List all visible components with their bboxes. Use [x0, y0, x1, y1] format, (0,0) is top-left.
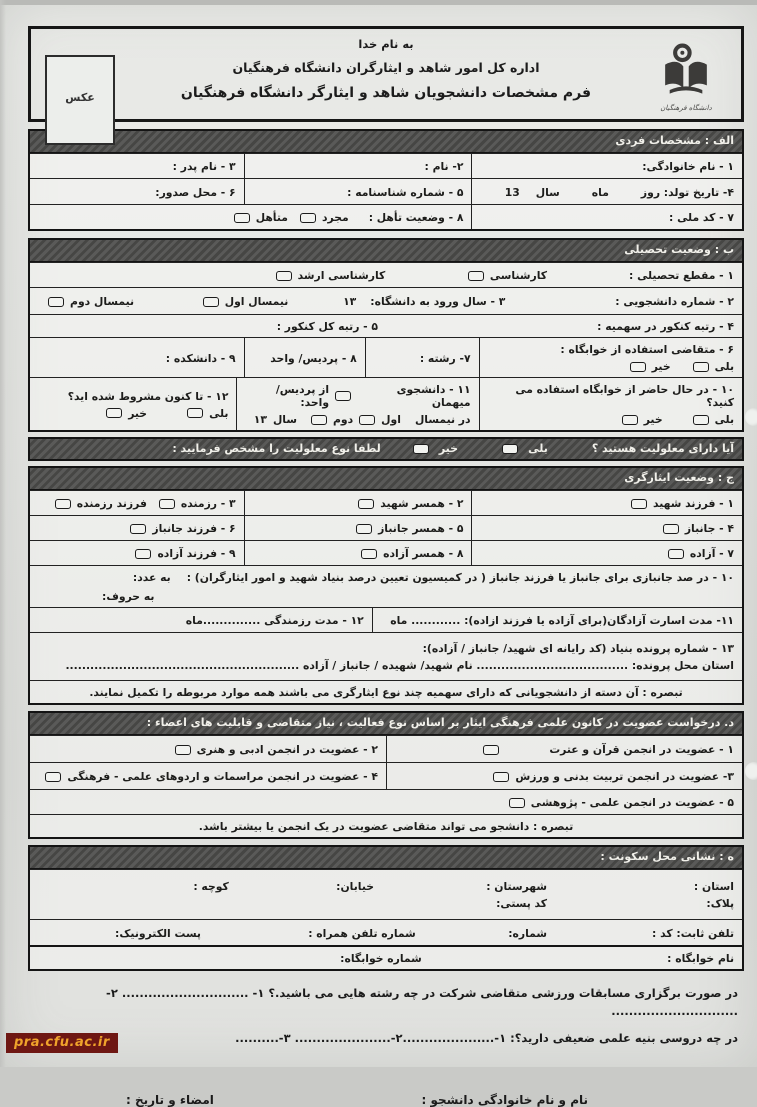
entry-year-prefix: ۱۳ — [343, 295, 357, 308]
section-veteran-title: ج : وضعیت ایثارگری — [30, 468, 742, 490]
janbaz-label: ۴ - جانباز — [684, 522, 734, 535]
section-veteran — [28, 466, 744, 705]
birthdate-month-label: ماه — [591, 185, 609, 199]
table-row — [30, 565, 742, 607]
semester1-label: نیمسال اول — [224, 295, 289, 308]
bachelor-checkbox[interactable] — [468, 271, 484, 281]
semester2-checkbox[interactable] — [48, 297, 64, 307]
combatant-label: ۳ - رزمنده — [180, 497, 236, 510]
guest-semester-label: در نیمسال — [414, 413, 471, 426]
combatant-child-label: فرزند رزمنده — [76, 497, 147, 510]
guest-sem1-label: اول — [381, 413, 401, 426]
guest-campus-label: از پردیس/ واحد: — [275, 383, 330, 409]
campus-label: ۸ - پردیس/ واحد — [270, 351, 357, 365]
quran-assoc-label: ۱ - عضویت در انجمن قرآن و عترت — [549, 743, 734, 756]
combatant-checkbox[interactable] — [159, 499, 175, 509]
quota-rank-label: ۴ - رتبه کنکور در سهمیه : — [597, 320, 734, 333]
field-lastname-label: ۱ - نام خانوادگی: — [642, 160, 734, 173]
dorm-current-yes-checkbox[interactable] — [693, 415, 709, 425]
table-row — [30, 945, 742, 969]
azadeh-child-label: ۹ - فرزند آزاده — [157, 547, 236, 560]
section-personal-title: الف : مشخصات فردی — [30, 131, 742, 153]
dorm-request-yes-label: بلی — [714, 360, 734, 373]
married-label: متأهل — [255, 211, 288, 224]
dorm-request-yes-checkbox[interactable] — [693, 362, 709, 372]
form-body — [28, 26, 744, 1107]
plate-label: پلاک: — [706, 897, 734, 910]
landline-label: تلفن ثابت: کد : — [652, 926, 734, 940]
logo-caption: دانشگاه فرهنگیان — [660, 104, 712, 112]
field-issue-place-label: ۶ - محل صدور: — [155, 185, 236, 199]
student-name-label: نام و نام خانوادگی دانشجو : — [421, 1093, 588, 1107]
guest-year-label: سال — [272, 413, 297, 426]
table-row — [30, 540, 742, 565]
table-row — [30, 337, 742, 377]
combat-duration-label: ۱۲ - مدت رزمندگی ..............ماه — [185, 614, 364, 627]
field-id-number[interactable] — [244, 179, 472, 204]
sports-assoc-checkbox[interactable] — [493, 772, 509, 782]
field-combat-duration[interactable] — [30, 608, 372, 632]
field-national-code-label: ۷ - کد ملی : — [669, 211, 734, 224]
guest-year-prefix: ۱۳ — [253, 413, 267, 426]
header-titles — [151, 37, 621, 101]
birthdate-day-label: ۴- تاریخ تولد: روز — [640, 185, 734, 199]
guest-sem2-label: دوم — [332, 413, 354, 426]
photo-box — [45, 55, 115, 145]
section-address-title: ه : نشانی محل سکونت : — [30, 847, 742, 869]
table-row — [30, 607, 742, 632]
email-label: پست الکترونیک: — [115, 926, 201, 940]
probation-no-label: خیر — [128, 406, 148, 420]
table-row — [30, 919, 742, 945]
disability-no-label: خیر — [438, 442, 459, 455]
table-row — [30, 287, 742, 314]
combatant-child-checkbox[interactable] — [55, 499, 71, 509]
student-number-label: ۲ - شماره دانشجویی : — [615, 295, 734, 308]
single-checkbox[interactable] — [300, 213, 316, 223]
janbaz-checkbox[interactable] — [663, 524, 679, 534]
birthdate-year-prefix: 13 — [504, 185, 520, 199]
disability-question: آیا دارای معلولیت هستید ؟ — [591, 442, 734, 455]
percent-numeric-label: به عدد: — [132, 571, 171, 584]
major-label: ۷- رشته : — [419, 351, 471, 365]
probation-label: ۱۲ - تا کنون مشروط شده اید؟ — [67, 389, 229, 403]
total-rank-label: ۵ - رتبه کل کنکور : — [276, 320, 378, 333]
scan-edge-left — [0, 0, 6, 1067]
field-martyr-spouse — [244, 491, 472, 515]
captivity-duration-label: ۱۱- مدت اسارت آزادگان(برای آزاده یا فرزند ازاده): ............ ماه — [390, 614, 734, 627]
alley-label: کوچه : — [193, 880, 229, 893]
field-combatant — [30, 491, 244, 515]
foundation-file-label: ۱۳ - شماره پرونده بنیاد (کد رایانه ای شهید/ جانباز / آزاده): — [422, 642, 734, 655]
veteran-note — [30, 681, 742, 703]
field-sports-assoc — [386, 763, 742, 789]
table-row — [30, 814, 742, 837]
table-row — [30, 178, 742, 204]
disability-yes-label: بلی — [528, 442, 548, 455]
probation-yes-checkbox[interactable] — [187, 408, 203, 418]
disability-strip — [30, 439, 742, 459]
form-title: فرم مشخصات دانشجویان شاهد و ایثارگر دانشگاه فرهنگیان — [180, 85, 592, 101]
field-quota-rank[interactable] — [386, 315, 742, 337]
field-martyr-child — [471, 491, 742, 515]
dorm-current-label: ۱۰ - در حال حاضر از خوابگاه استفاده می کنید؟ — [515, 383, 734, 409]
martyr-child-checkbox[interactable] — [631, 499, 647, 509]
birthdate-year-label: سال — [535, 185, 560, 199]
martyr-spouse-checkbox[interactable] — [358, 499, 374, 509]
dorm-current-yes-label: بلی — [714, 413, 734, 426]
field-captivity-duration[interactable] — [372, 608, 742, 632]
sports-assoc-label: ۳- عضویت در انجمن تربیت بدنی و ورزش — [515, 770, 734, 783]
master-checkbox[interactable] — [276, 271, 292, 281]
field-events-assoc — [30, 763, 386, 789]
table-row — [30, 735, 742, 762]
literary-assoc-checkbox[interactable] — [175, 745, 191, 755]
field-research-assoc — [30, 790, 742, 814]
janbaz-spouse-checkbox[interactable] — [356, 524, 372, 534]
field-dorm-info[interactable] — [30, 947, 742, 969]
faculty-label: ۹ - دانشکده : — [165, 351, 236, 365]
percent-words-label: به حروف: — [102, 590, 155, 603]
field-total-rank[interactable] — [30, 315, 386, 337]
field-azadeh-child — [30, 541, 244, 565]
mobile-label: شماره تلفن همراه : — [308, 926, 416, 940]
dorm-number-label: شماره خوابگاه: — [340, 952, 422, 965]
table-row — [30, 869, 742, 919]
table-row — [30, 204, 742, 229]
single-label: مجرد — [321, 211, 349, 224]
guest-student-checkbox[interactable] — [335, 391, 351, 401]
university-logo-icon — [647, 41, 725, 112]
table-row — [30, 515, 742, 540]
section-disability — [28, 437, 744, 461]
degree-label: ۱ - مقطع تحصیلی : — [629, 269, 734, 282]
bismillah-text: به نام خدا — [358, 37, 414, 51]
guest-sem1-checkbox[interactable] — [359, 415, 375, 425]
field-guest-student — [236, 378, 478, 430]
disability-percent-label: ۱۰ - در صد جانبازی برای جانباز یا فرزند جانباز ( در کمیسیون تعیین درصد بنیاد شهید و امور ایثارگران) : — [186, 571, 734, 584]
dorm-name-label: نام خوابگاه : — [667, 952, 734, 965]
section-associations — [28, 711, 744, 839]
field-azadeh — [471, 541, 742, 565]
events-assoc-label: ۴ - عضویت در انجمن مراسمات و اردوهای علمی - فرهنگی — [67, 770, 378, 783]
field-national-code[interactable] — [471, 205, 742, 229]
martyr-child-label: ۱ - فرزند شهید — [652, 497, 734, 510]
city-label: شهرستان : — [486, 880, 548, 893]
janbaz-child-checkbox[interactable] — [130, 524, 146, 534]
form-header — [28, 26, 744, 122]
field-quran-assoc — [386, 736, 742, 762]
disability-no-checkbox[interactable] — [413, 444, 429, 454]
section-education-title: ب : وضعیت تحصیلی — [30, 240, 742, 262]
married-checkbox[interactable] — [234, 213, 250, 223]
field-marital-status — [30, 205, 471, 229]
sports-question: در صورت برگزاری مسابقات ورزشی متقاضی شرکت در چه رشته هایی می باشید.؟ ۱- ............................. ۲- ............................. — [106, 986, 738, 1018]
field-dorm-current — [479, 378, 742, 430]
field-firstname[interactable] — [244, 154, 472, 178]
site-watermark: pra.cfu.ac.ir — [6, 1033, 118, 1053]
veteran-note-text: تبصره : آن دسته از دانشجویانی که دارای سهمیه چند نوع ایثارگری می باشند همه موارد مربوطه را تکمیل نمایند. — [89, 686, 683, 699]
literary-assoc-label: ۲ - عضویت در انجمن ادبی و هنری — [196, 743, 378, 756]
probation-yes-label: بلی — [209, 406, 229, 420]
postal-code-label: کد پستی: — [496, 897, 548, 910]
field-address[interactable] — [30, 870, 742, 919]
dorm-current-no-label: خیر — [643, 413, 663, 426]
field-janbaz-spouse — [244, 516, 472, 540]
field-major[interactable] — [365, 338, 479, 377]
weak-subjects-question: در چه دروسی بنیه علمی ضعیفی دارید؟: ۱-.....................۲-...................... ۳-.......... — [235, 1031, 738, 1045]
street-label: خیابان: — [336, 880, 375, 893]
janbaz-child-label: ۶ - فرزند جانباز — [152, 522, 236, 535]
section-address — [28, 845, 744, 971]
scan-notch — [745, 408, 757, 426]
azadeh-label: ۷ - آزاده — [689, 547, 734, 560]
dorm-request-no-label: خیر — [651, 360, 671, 373]
research-assoc-label: ۵ - عضویت در انجمن علمی - پژوهشی — [530, 796, 734, 809]
signature-date-label: امضاء و تاریخ : — [126, 1093, 214, 1107]
azadeh-child-checkbox[interactable] — [135, 549, 151, 559]
dorm-request-label: ۶ - متقاضی استفاده از خوابگاه : — [560, 343, 734, 356]
photo-label: عکس — [65, 91, 95, 104]
semester2-label: نیمسال دوم — [70, 295, 135, 308]
table-row — [30, 314, 742, 337]
section-associations-title: د. درخواست عضویت در کانون علمی فرهنگی ایثار بر اساس نوع فعالیت ، نیاز متقاضی و قابلیت های اعضاء : — [30, 713, 742, 735]
field-literary-assoc — [30, 736, 386, 762]
signature-row — [34, 1093, 738, 1107]
field-azadeh-spouse — [244, 541, 472, 565]
section-personal — [28, 129, 744, 231]
bachelor-label: کارشناسی — [489, 269, 548, 282]
table-row — [30, 680, 742, 703]
table-row — [30, 762, 742, 789]
field-faculty[interactable] — [30, 338, 244, 377]
disability-note: لطفا نوع معلولیت را مشخص فرمایید : — [172, 442, 381, 455]
azadeh-checkbox[interactable] — [668, 549, 684, 559]
guest-sem2-checkbox[interactable] — [311, 415, 327, 425]
field-student-number — [30, 288, 742, 314]
field-fathername-label: ۳ - نام پدر : — [172, 160, 236, 173]
field-probation — [30, 378, 236, 430]
associations-note-text: تبصره : دانشجو می تواند متقاضی عضویت در یک انجمن یا بیشتر باشد. — [198, 820, 574, 833]
azadeh-spouse-label: ۸ - همسر آزاده — [383, 547, 464, 560]
province-label: استان : — [693, 880, 734, 893]
table-row — [30, 377, 742, 430]
table-row — [30, 490, 742, 515]
field-id-number-label: ۵ - شماره شناسنامه : — [347, 185, 464, 199]
section-education — [28, 238, 744, 432]
semester1-checkbox[interactable] — [203, 297, 219, 307]
quran-assoc-checkbox[interactable] — [483, 745, 499, 755]
field-janbaz — [471, 516, 742, 540]
field-foundation-file[interactable] — [30, 633, 742, 680]
table-row — [30, 153, 742, 178]
table-row — [30, 789, 742, 814]
disability-yes-checkbox[interactable] — [502, 444, 518, 454]
footer-questions — [28, 984, 744, 1107]
martyr-spouse-label: ۲ - همسر شهید — [380, 497, 464, 510]
field-campus[interactable] — [244, 338, 365, 377]
janbaz-spouse-label: ۵ - همسر جانباز — [378, 522, 464, 535]
master-label: کارشناسی ارشد — [297, 269, 386, 282]
field-dorm-request — [479, 338, 742, 377]
dorm-current-no-checkbox[interactable] — [622, 415, 638, 425]
field-disability-percent[interactable] — [30, 566, 742, 607]
scan-notch — [745, 762, 757, 780]
probation-no-checkbox[interactable] — [106, 408, 122, 418]
field-lastname[interactable] — [471, 154, 742, 178]
table-row — [30, 632, 742, 680]
field-birthdate[interactable] — [471, 179, 742, 204]
field-firstname-label: ۲- نام : — [424, 160, 464, 173]
phone-number-label: شماره: — [508, 926, 548, 940]
field-degree — [30, 263, 742, 287]
field-phones[interactable] — [30, 920, 742, 945]
field-issue-place[interactable] — [30, 179, 244, 204]
field-fathername[interactable] — [30, 154, 244, 178]
marital-status-label: ۸ - وضعیت تأهل : — [368, 211, 464, 224]
file-province-label: استان محل پرونده: ..................................... نام شهید/ شهیده / جانباز / آزاده ......................................................... — [65, 659, 734, 672]
entry-year-label: ۳ - سال ورود به دانشگاه: — [370, 295, 506, 308]
org-title: اداره کل امور شاهد و ایثارگران دانشگاه فرهنگیان — [232, 60, 540, 75]
associations-note — [30, 815, 742, 837]
dorm-request-no-checkbox[interactable] — [630, 362, 646, 372]
events-assoc-checkbox[interactable] — [45, 772, 61, 782]
scan-edge-top — [0, 0, 757, 5]
research-assoc-checkbox[interactable] — [509, 798, 525, 808]
azadeh-spouse-checkbox[interactable] — [361, 549, 377, 559]
guest-student-label: ۱۱ - دانشجوی میهمان — [396, 383, 471, 409]
field-janbaz-child — [30, 516, 244, 540]
table-row — [30, 262, 742, 287]
